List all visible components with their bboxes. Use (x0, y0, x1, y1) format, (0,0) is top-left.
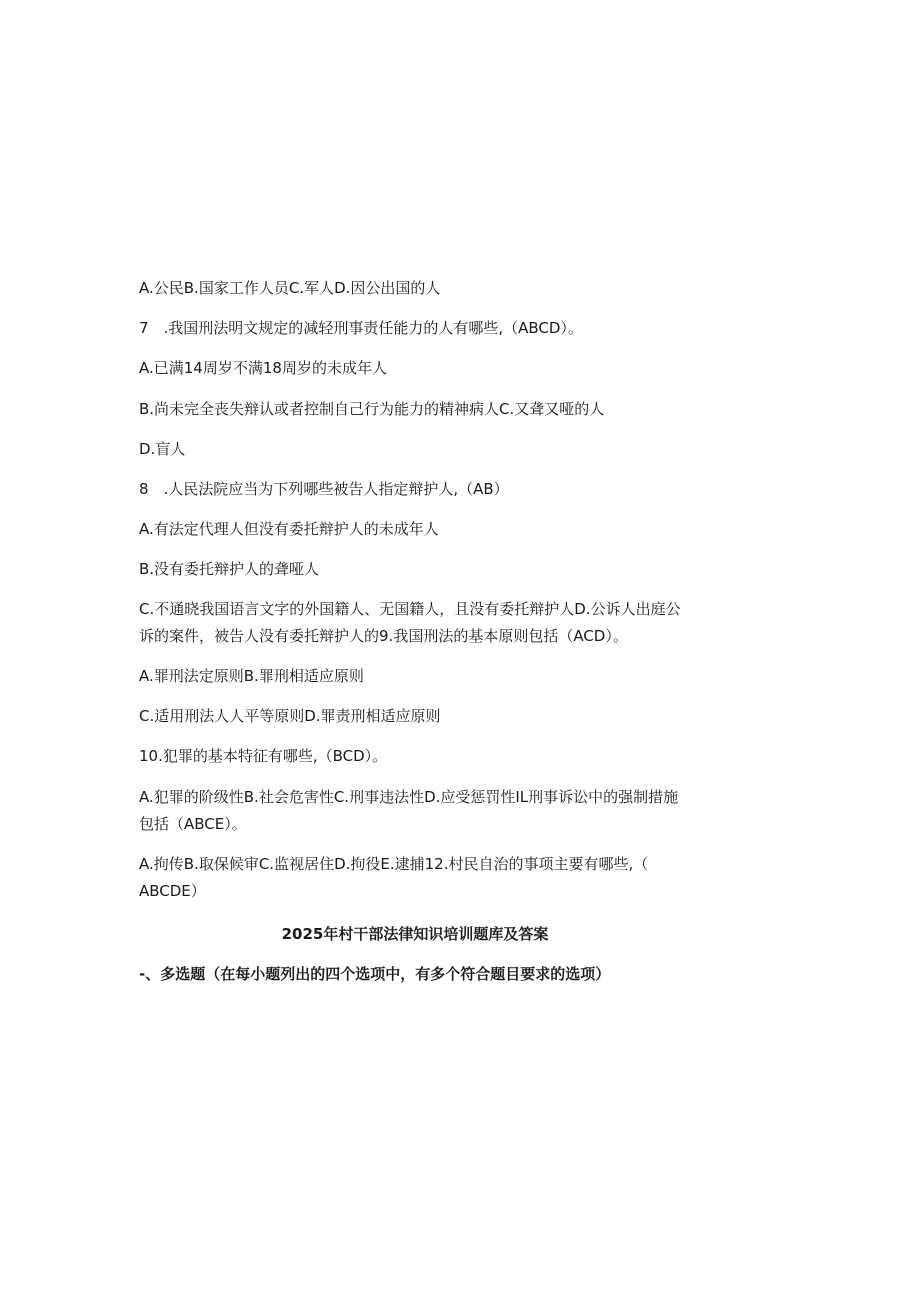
q10-options: A.犯罪的阶级性B.社会危害性C.刑事违法性D.应受惩罚性IL刑事诉讼中的强制措施 (139, 788, 679, 806)
q11-options: A.拘传B.取保候审C.监视居住D.拘役E.逮捕12.村民自治的事项主要有哪些,（ (139, 855, 649, 873)
section-heading: -、多选题（在每小题列出的四个选项中，有多个符合题目要求的选项） (139, 965, 611, 983)
q8-option-b: B.没有委托辩护人的聋哑人 (139, 560, 320, 578)
q11-question: 包括（ABCE）。 (139, 815, 247, 833)
q7-option-d: D.盲人 (139, 440, 186, 458)
q7-option-a: A.已满14周岁不满18周岁的未成年人 (139, 359, 387, 377)
q6-options: A.公民B.国家工作人员C.军人D.因公出国的人 (139, 279, 441, 297)
q8-option-a: A.有法定代理人但没有委托辩护人的未成年人 (139, 520, 439, 538)
q12-answer: ABCDE） (139, 882, 206, 900)
document-title: 2025年村干部法律知识培训题库及答案 (281, 925, 549, 943)
q9-question: 诉的案件，被告人没有委托辩护人的9.我国刑法的基本原则包括（ACD）。 (139, 627, 628, 645)
q7-option-b-c: B.尚未完全丧失辩认或者控制自己行为能力的精神病人C.又聋又哑的人 (139, 400, 605, 418)
q9-options-cd: C.适用刑法人人平等原则D.罪责刑相适应原则 (139, 707, 441, 725)
q8-question: 8 .人民法院应当为下列哪些被告人指定辩护人,（AB） (139, 480, 509, 498)
q8-option-c-d: C.不通晓我国语言文字的外国籍人、无国籍人，且没有委托辩护人D.公诉人出庭公 (139, 600, 681, 618)
q9-options-ab: A.罪刑法定原则B.罪刑相适应原则 (139, 667, 364, 685)
q10-question: 10.犯罪的基本特征有哪些,（BCD）。 (139, 747, 388, 765)
q7-question: 7 .我国刑法明文规定的减轻刑事责任能力的人有哪些,（ABCD）。 (139, 319, 583, 337)
